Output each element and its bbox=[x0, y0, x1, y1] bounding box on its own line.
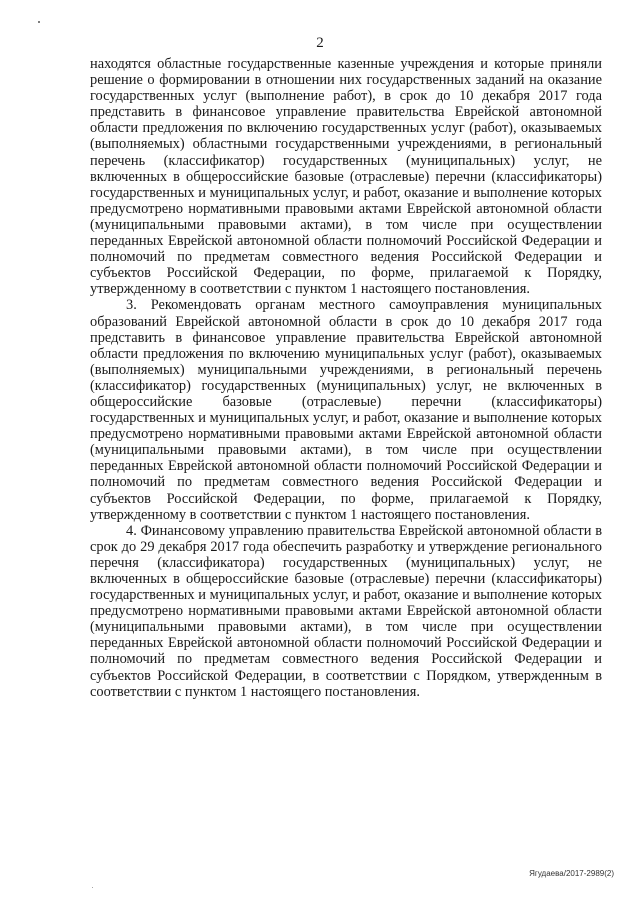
page-number: 2 bbox=[316, 35, 324, 51]
paragraph-continuation: находятся областные государственные казенные учреждения и которые приняли решение о формировании в отношении них государственных заданий на оказание государственных услуг (выполнение работ), в срок до 10 декабря 2017 года представить в финансовое управление правительства Еврейской автономной области предложения по включению государственных услуг (работ), оказываемых (выполняемых) областными государственными учреждениями, в региональный перечень (классификатор) государственных (муниципальных) услуг, не включенных в общероссийские базовые (отраслевые) перечни (классификаторы) государственных и муниципальных услуг, и работ, оказание и выполнение которых предусмотрено нормативными правовыми актами Еврейской автономной области (муниципальными правовыми актами), в том числе при осуществлении переданных Еврейской автономной области полномочий Российской Федерации и полномочий по предметам совместного ведения Российской Федерации и субъектов Российской Федерации, по форме, прилагаемой к Порядку, утвержденному в соответствии с пунктом 1 настоящего постановления. bbox=[90, 56, 602, 298]
scan-speck bbox=[38, 21, 40, 23]
document-body bbox=[90, 56, 602, 700]
paragraph-item-3: 3. Рекомендовать органам местного самоуправления муниципальных образований Еврейской автономной области в срок до 10 декабря 2017 года представить в финансовое управление правительства Еврейской автономной области предложения по включению муниципальных услуг (работ), оказываемых (выполняемых) муниципальными учреждениями, в региональный перечень (классификатор) государственных (муниципальных) услуг, не включенных в общероссийские базовые (отраслевые) перечни (классификаторы) государственных и муниципальных услуг, и работ, оказание и выполнение которых предусмотрено нормативными правовыми актами Еврейской автономной области (муниципальными правовыми актами), в том числе при осуществлении переданных Еврейской автономной области полномочий Российской Федерации и полномочий по предметам совместного ведения Российской Федерации и субъектов Российской Федерации, по форме, прилагаемой к Порядку, утвержденному в соответствии с пунктом 1 настоящего постановления. bbox=[90, 297, 602, 523]
paragraph-item-4: 4. Финансовому управлению правительства Еврейской автономной области в срок до 29 декабря 2017 года обеспечить разработку и утверждение регионального перечня (классификатора) государственных (муниципальных) услуг, не включенных в общероссийские базовые (отраслевые) перечни (классификаторы) государственных и муниципальных услуг, и работ, оказание и выполнение которых предусмотрено нормативными правовыми актами Еврейской автономной области (муниципальными правовыми актами), в том числе при осуществлении переданных Еврейской автономной области полномочий Российской Федерации и полномочий по предметам совместного ведения Российской Федерации и субъектов Российской Федерации, в соответствии с Порядком, утвержденным в соответствии с пунктом 1 настоящего постановления. bbox=[90, 522, 602, 700]
scan-speck bbox=[92, 887, 93, 888]
document-identifier: Ягудаева/2017-2989(2) bbox=[529, 869, 614, 878]
